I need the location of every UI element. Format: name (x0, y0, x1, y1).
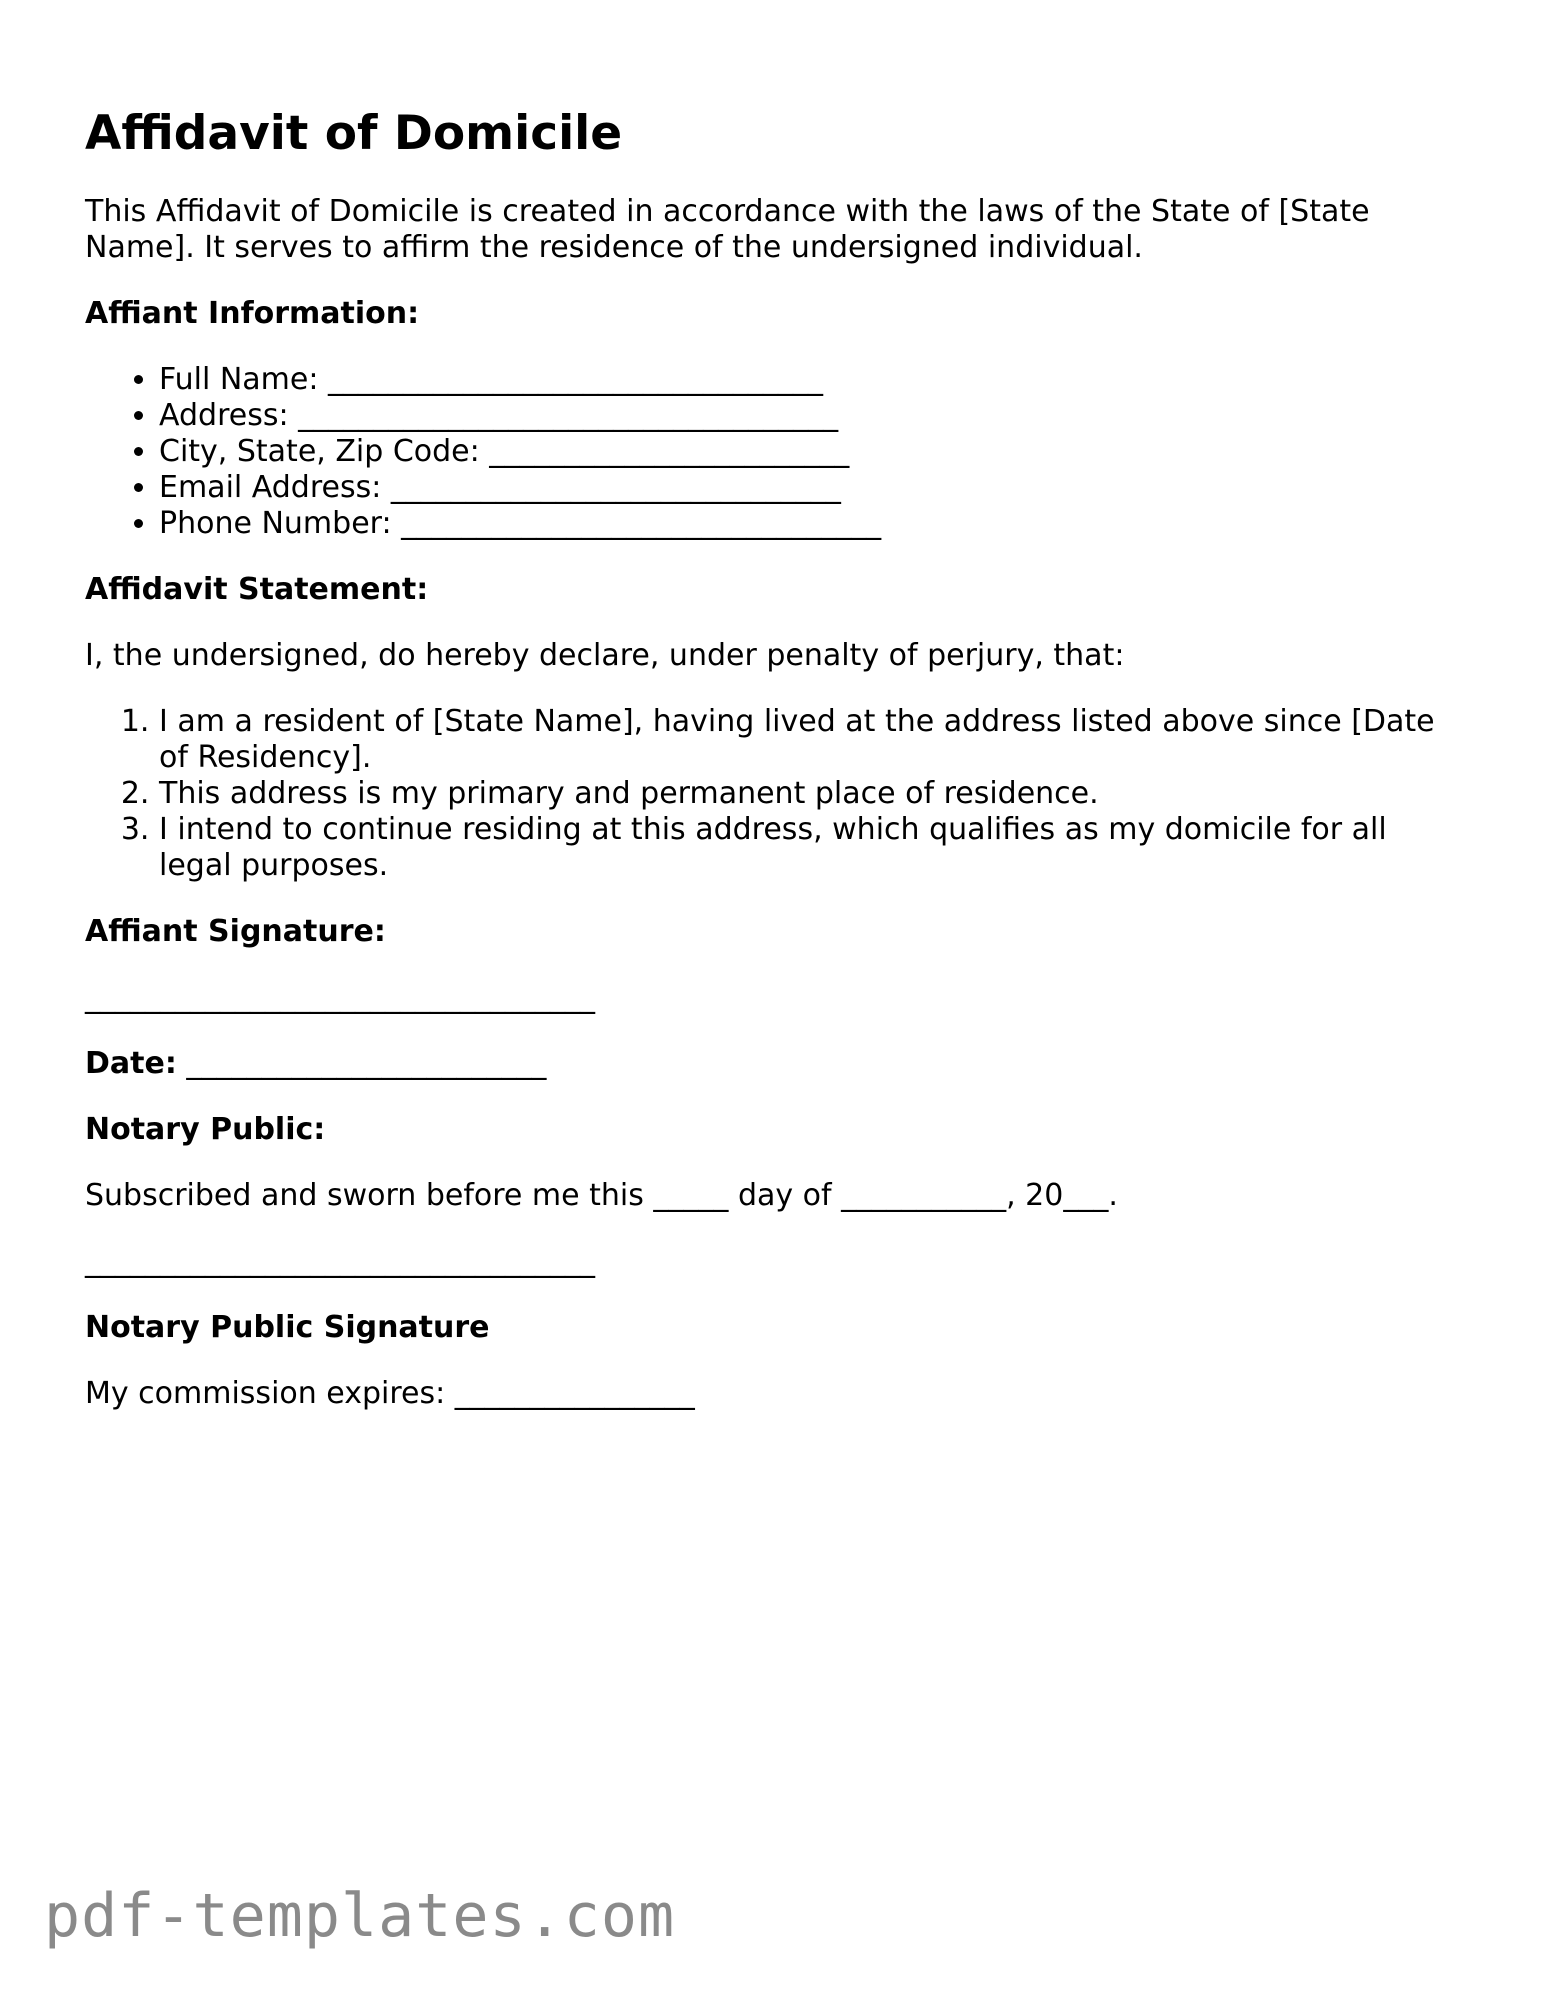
document-title: Affidavit of Domicile (85, 106, 623, 161)
date-label: Date: (85, 1046, 177, 1081)
statement-item: 2. This address is my primary and permanent place of residence. (159, 776, 1465, 812)
notary-signature-line: __________________________________ (85, 1244, 595, 1279)
commission-expires: My commission expires: ________________ (85, 1376, 695, 1411)
affiant-info-list (85, 362, 1465, 542)
field-city-state-zip: • City, State, Zip Code: ________________________ (159, 434, 1465, 470)
date-field (85, 1046, 1465, 1082)
intro-paragraph: This Affidavit of Domicile is created in accordance with the laws of the State of [State Name]. It serves to affirm the residence of the undersigned individual. (85, 194, 1370, 265)
field-phone: • Phone Number: ________________________________ (159, 506, 1465, 542)
statement-item: 1. I am a resident of [State Name], having lived at the address listed above since [Date of Residency]. (159, 704, 1465, 776)
affiant-signature-heading: Affiant Signature: (85, 914, 386, 949)
affiant-info-heading: Affiant Information: (85, 296, 420, 331)
notary-signature-label: Notary Public Signature (85, 1310, 490, 1345)
watermark: pdf-templates.com (44, 1881, 676, 1951)
statement-intro: I, the undersigned, do hereby declare, under penalty of perjury, that: (85, 638, 1125, 673)
statement-item: 3. I intend to continue residing at this address, which qualifies as my domicile for all legal purposes. (159, 812, 1465, 884)
notary-sworn-text: Subscribed and sworn before me this _____ day of ___________, 20___. (85, 1178, 1118, 1213)
field-email: • Email Address: ______________________________ (159, 470, 1465, 506)
notary-heading: Notary Public: (85, 1112, 326, 1147)
document-page (85, 100, 1465, 1412)
field-full-name: • Full Name: _________________________________ (159, 362, 1465, 398)
date-blank: ________________________ (186, 1046, 547, 1081)
statement-list (85, 704, 1465, 884)
statement-heading: Affidavit Statement: (85, 572, 429, 607)
affiant-signature-line: __________________________________ (85, 980, 595, 1015)
field-address: • Address: ____________________________________ (159, 398, 1465, 434)
